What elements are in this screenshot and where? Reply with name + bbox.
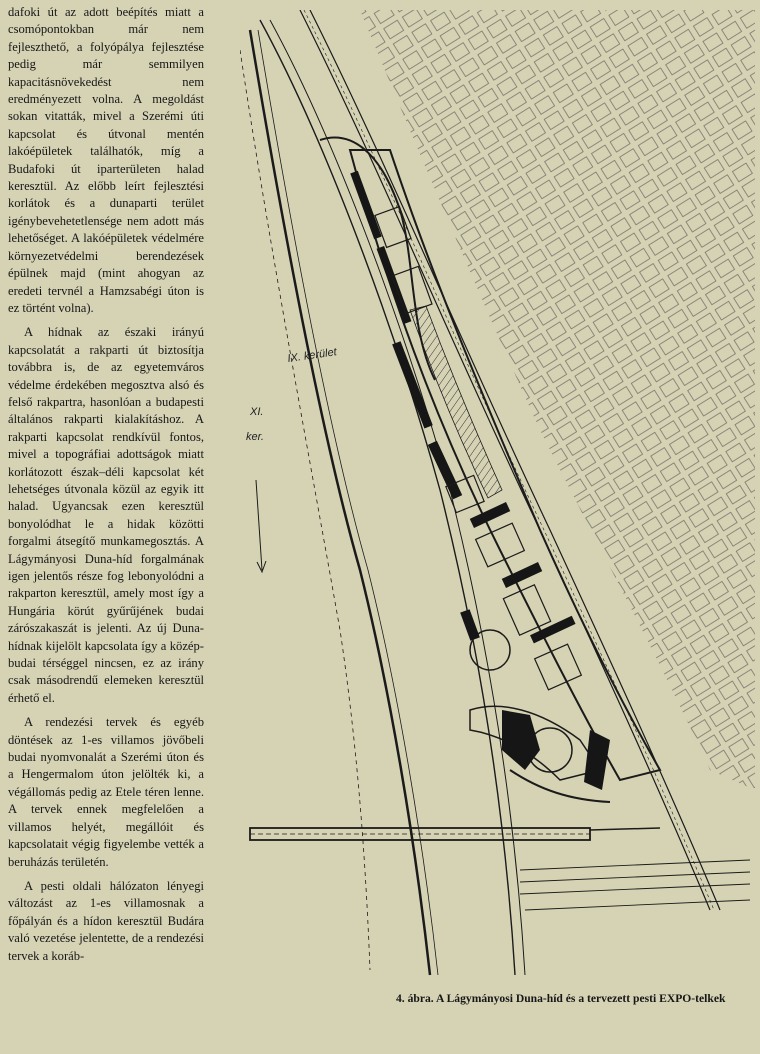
southern-rail-yard — [520, 860, 750, 910]
figure-caption: 4. ábra. A Lágymányosi Duna-híd és a tervezett pesti EXPO-telkek — [396, 992, 726, 1005]
article-text-column — [8, 4, 204, 972]
district-label-xi-suffix: ker. — [246, 431, 264, 443]
river-bank-west — [250, 30, 430, 975]
district-boundary — [240, 50, 370, 970]
lagymanyos-bridge — [250, 828, 660, 840]
paragraph: A pesti oldali hálózaton lényegi változást az 1-es villamosnak a főpályán és a hídon keresztül Budára való vezetése jelentette, de a rendezési tervek a koráb- — [8, 878, 204, 963]
paragraph: A rendezési tervek és egyéb döntések az 1-es villamos jövőbeli budai nyomvonalát a Szerémi úton és a Hengermalom úton jelölték ki, a végállomás pedig az Etele téren lenne. A tervek ennek megfelelően a villamos helyét, megállóit és kapcsolatait végig figyelembe vették a beruházás területén. — [8, 715, 204, 869]
paragraph: dafoki út az adott beépítés miatt a csomópontokban már nem fejleszthető, a folyópálya fejlesztése pedig már semmilyen kapacitásnövekedést nem eredményezett volna. A megoldást sokan vitatták, mivel a Szerémi úti kapcsolat és útvonal mentén lakóépületek találhatók, míg a Budafoki út iparterületen halad keresztül. Az előbb leírt fejlesztési korlátok és a dunaparti terület igénybevehetetlensége nem adott más lehetőséget. A lakóépületek védelmére környezetvédelmi berendezések épülnek majd (mint ahogyan az eredeti tervnél a Hamzsabégi úton is ez történt volna). — [8, 5, 204, 315]
site-plan-map — [240, 10, 755, 980]
district-label-ix: IX. kerület — [286, 346, 338, 365]
river-flow-arrow-icon — [256, 480, 266, 572]
site-plan-figure — [240, 10, 755, 980]
paragraph: A hídnak az északi irányú kapcsolatát a rakparti út biztosítja továbbra is, de az egyetemváros védelme érdekében megosztva alsó és felső rakpartra, hasonlóan a budapesti általános rakparti kialakításhoz. A rakparti kapcsolat rendkívül fontos, mivel a topográfiai adottságok miatt korlátozott észak–déli kapcsolat két lehetséges útvonala közül az egyik itt halad. Ugyancsak ezen keresztül bonyolódhat le a hidak közötti forgalmi átsegítő munkamegosztás. A Lágymányosi Duna-híd forgalmának igen jelentős része fog lebonyolódni a rakparton keresztül, amely most így a Hungária körút gyűrűjének budai zárószakaszát is jelenti. Az új Duna-hídnak kijelölt kapcsolata így a közép-budai térséggel nincsen, ez az irány csak másodrendű elemeken keresztül érhető el. — [8, 325, 204, 705]
district-label-xi: XI. — [250, 406, 264, 418]
